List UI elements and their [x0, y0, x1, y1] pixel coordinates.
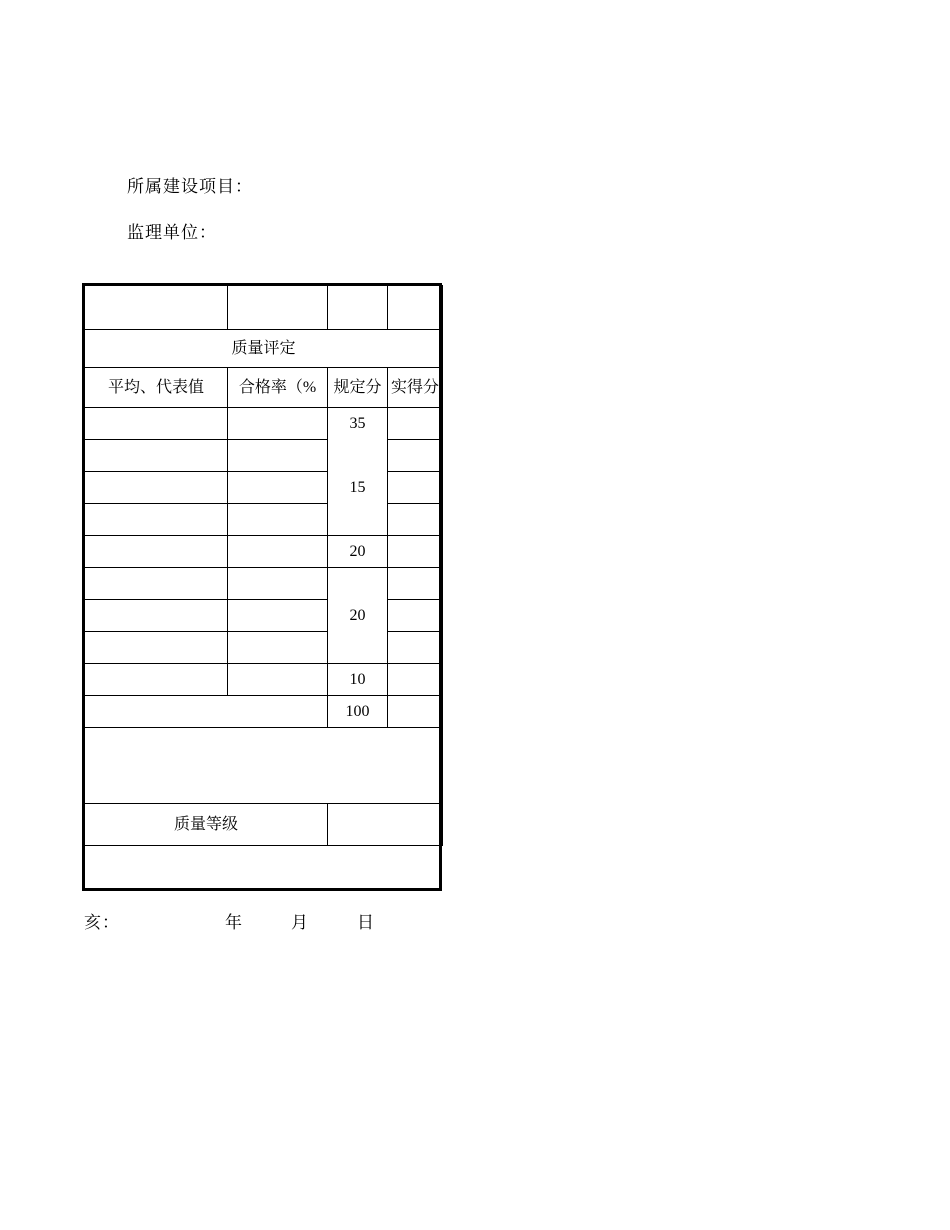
- table-row: [85, 600, 443, 632]
- notes-cell-2[interactable]: [85, 766, 443, 804]
- cell-pass-rate[interactable]: [228, 568, 328, 600]
- cell-actual-score[interactable]: [388, 536, 443, 568]
- cell-standard-score: 20: [328, 600, 388, 632]
- year-label: 年: [225, 913, 243, 932]
- signature-label: 亥：: [84, 913, 120, 932]
- cell-pass-rate[interactable]: [228, 632, 328, 664]
- cell-average[interactable]: [85, 440, 228, 472]
- cell-pass-rate[interactable]: [228, 408, 328, 440]
- table-row: [85, 472, 443, 504]
- supervisor-label: 监理单位：: [127, 223, 217, 242]
- table-row: [85, 408, 443, 440]
- cell-actual-score[interactable]: [388, 568, 443, 600]
- column-header-actual-score: 实得分: [388, 368, 443, 408]
- cell-standard-score: 15: [328, 472, 388, 504]
- grade-label: 质量等级: [85, 804, 328, 846]
- cell-average[interactable]: [85, 504, 228, 536]
- table-title-row: [85, 330, 443, 368]
- cell-standard-score: [328, 504, 388, 536]
- cell-pass-rate[interactable]: [228, 536, 328, 568]
- cell-average[interactable]: [85, 600, 228, 632]
- table-row: [85, 504, 443, 536]
- cell-average[interactable]: [85, 472, 228, 504]
- cell-pass-rate[interactable]: [228, 696, 328, 728]
- cell-average[interactable]: [85, 632, 228, 664]
- cell-average[interactable]: [85, 696, 228, 728]
- cell-standard-score: 10: [328, 664, 388, 696]
- cell-actual-score[interactable]: [388, 696, 443, 728]
- table-row-notes: [85, 728, 443, 766]
- table-row-grade: [85, 804, 443, 846]
- cell-actual-score[interactable]: [388, 408, 443, 440]
- cell-standard-score: [328, 440, 388, 472]
- spacer-cell: [388, 286, 443, 330]
- cell-average[interactable]: [85, 408, 228, 440]
- cell-standard-score: [328, 568, 388, 600]
- cell-actual-score[interactable]: [388, 600, 443, 632]
- cell-actual-score[interactable]: [388, 440, 443, 472]
- cell-actual-score[interactable]: [388, 632, 443, 664]
- cell-actual-score[interactable]: [388, 472, 443, 504]
- cell-standard-score: 100: [328, 696, 388, 728]
- table-row: [85, 440, 443, 472]
- notes-cell[interactable]: [85, 728, 443, 766]
- cell-standard-score: [328, 632, 388, 664]
- cell-pass-rate[interactable]: [228, 664, 328, 696]
- table-row: [85, 664, 443, 696]
- cell-actual-score[interactable]: [388, 504, 443, 536]
- table-row: [85, 536, 443, 568]
- spacer-cell: [228, 286, 328, 330]
- quality-assessment-table: [84, 285, 442, 846]
- table-row-notes: [85, 766, 443, 804]
- cell-standard-score: 20: [328, 536, 388, 568]
- signature-footer: [84, 908, 375, 933]
- table-row: [85, 696, 443, 728]
- day-label: 日: [357, 913, 375, 932]
- column-header-pass-rate: 合格率（%: [228, 368, 328, 408]
- column-header-standard-score: 规定分: [328, 368, 388, 408]
- cell-pass-rate[interactable]: [228, 440, 328, 472]
- spacer-cell: [85, 286, 228, 330]
- cell-standard-score: 35: [328, 408, 388, 440]
- table-row: [85, 632, 443, 664]
- cell-pass-rate[interactable]: [228, 504, 328, 536]
- cell-average[interactable]: [85, 664, 228, 696]
- cell-average[interactable]: [85, 568, 228, 600]
- table-header-row: [85, 368, 443, 408]
- cell-actual-score[interactable]: [388, 664, 443, 696]
- table-row: [85, 568, 443, 600]
- grade-value[interactable]: [328, 804, 443, 846]
- project-label: 所属建设项目：: [127, 177, 253, 196]
- table-row-spacer: [85, 286, 443, 330]
- table-title: 质量评定: [85, 330, 443, 368]
- cell-average[interactable]: [85, 536, 228, 568]
- column-header-average: 平均、代表值: [85, 368, 228, 408]
- cell-pass-rate[interactable]: [228, 472, 328, 504]
- spacer-cell: [328, 286, 388, 330]
- cell-pass-rate[interactable]: [228, 600, 328, 632]
- month-label: 月: [291, 913, 309, 932]
